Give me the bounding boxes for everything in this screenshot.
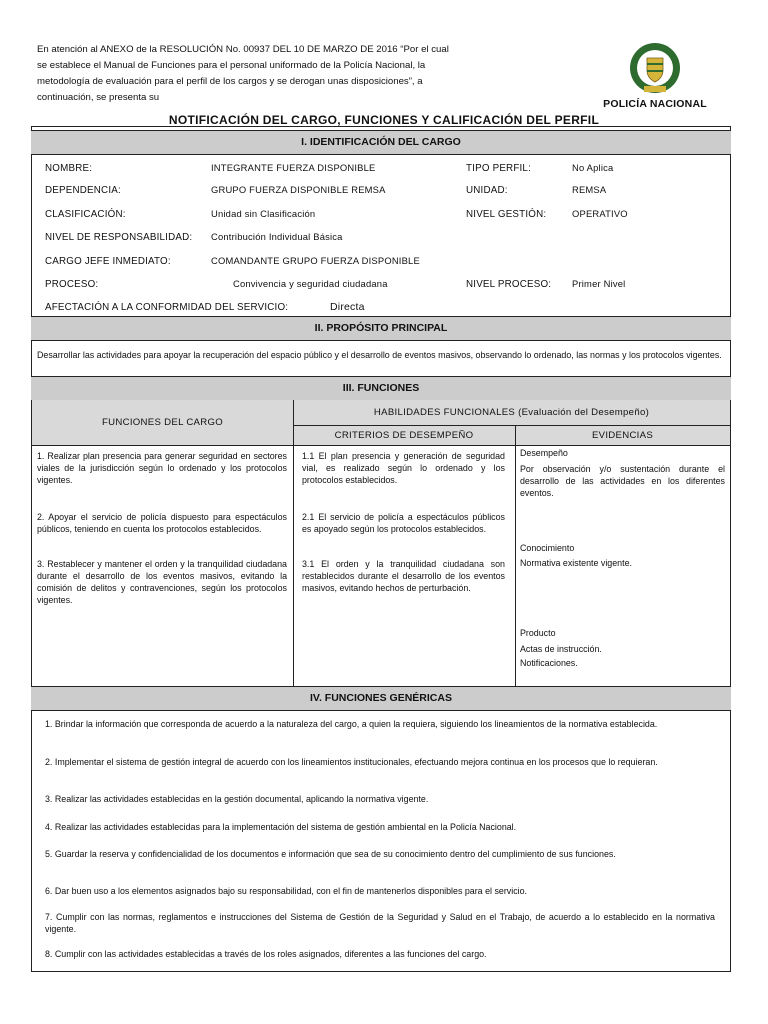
unidad-label: UNIDAD: — [466, 185, 508, 196]
evidencia-conocimiento-title: Conocimiento — [520, 543, 575, 553]
nivel-gestion-label: NIVEL GESTIÓN: — [466, 209, 547, 220]
evidencia-conocimiento-text: Normativa existente vigente. — [520, 558, 632, 568]
section-identificacion-heading: I. IDENTIFICACIÓN DEL CARGO — [31, 130, 731, 155]
logo-block — [600, 40, 710, 112]
proceso-value: Convivencia y seguridad ciudadana — [233, 278, 388, 289]
jefe-inmediato-value: COMANDANTE GRUPO FUERZA DISPONIBLE — [211, 255, 420, 266]
criterio-item: 1.1 El plan presencia y generación de seguridad vial, es realizado según lo ordenado y los protocolos establecidos. — [302, 451, 505, 485]
funcion-item: 2. Apoyar el servicio de policía dispuesto para espectáculos públicos, teniendo en cuenta los protocolos establecidos. — [37, 512, 287, 534]
criterio-item: 3.1 El orden y la tranquilidad ciudadana son restablecidos durante el desarrollo de los eventos masivos, evitando hechos de perturbación. — [302, 559, 505, 593]
nivel-proceso-value: Primer Nivel — [572, 278, 626, 289]
divider — [515, 426, 516, 686]
dependencia-label: DEPENDENCIA: — [45, 185, 121, 196]
police-shield-icon — [616, 40, 694, 96]
funcion-item: 1. Realizar plan presencia para generar seguridad en sectores viales de la jurisdicción según lo ordenado y los protocolos vigentes. — [37, 451, 287, 485]
divider — [31, 445, 731, 446]
section-genericas-heading: IV. FUNCIONES GENÉRICAS — [31, 686, 731, 711]
generica-item: 5. Guardar la reserva y confidencialidad de los documentos e información que sea de su conocimiento dentro del cumplimiento de sus funciones. — [45, 849, 616, 859]
section-proposito-heading: II. PROPÓSITO PRINCIPAL — [31, 316, 731, 341]
funciones-cargo-header: FUNCIONES DEL CARGO — [32, 400, 293, 445]
evidencia-producto-title: Producto — [520, 628, 556, 638]
generica-item: 3. Realizar las actividades establecidas en la gestión documental, aplicando la normativa vigente. — [45, 794, 429, 804]
nivel-proceso-label: NIVEL PROCESO: — [466, 279, 552, 290]
responsabilidad-label: NIVEL DE RESPONSABILIDAD: — [45, 232, 193, 243]
generica-item: 2. Implementar el sistema de gestión integral de acuerdo con los lineamientos institucionales, efectuando mejora continua en los procesos que lo requieran. — [45, 757, 658, 767]
generica-item: 6. Dar buen uso a los elementos asignados bajo su responsabilidad, con el fin de mantenerlos disponibles para el servicio. — [45, 886, 528, 896]
nivel-gestion-value: OPERATIVO — [572, 208, 628, 219]
criterio-item: 2.1 El servicio de policía a espectáculos públicos es apoyado según los protocolos establecidos. — [302, 512, 505, 534]
dependencia-value: GRUPO FUERZA DISPONIBLE REMSA — [211, 184, 386, 195]
tipo-perfil-label: TIPO PERFIL: — [466, 163, 532, 174]
evidencia-producto-item: Notificaciones. — [520, 658, 578, 668]
responsabilidad-value: Contribución Individual Básica — [211, 231, 343, 242]
intro-paragraph: En atención al ANEXO de la RESOLUCIÓN No. 00937 DEL 10 DE MARZO DE 2016 “Por el cual se establece el Manual de Funciones para el personal uniformado de la Policía Nacional, la metodología de evaluación para el perfil de los cargos y se derogan unas disposiciones”, a continuación, se presenta su — [37, 44, 449, 103]
generica-item: 1. Brindar la información que corresponda de acuerdo a la naturaleza del cargo, a quien la requiera, siguiendo los lineamientos de la normativa establecida. — [45, 719, 658, 729]
document-title: NOTIFICACIÓN DEL CARGO, FUNCIONES Y CALIFICACIÓN DEL PERFIL — [168, 113, 600, 127]
divider — [293, 400, 294, 686]
evidencia-producto-item: Actas de instrucción. — [520, 644, 602, 654]
evidencias-header: EVIDENCIAS — [515, 426, 730, 445]
generica-item: 7. Cumplir con las normas, reglamentos e instrucciones del Sistema de Gestión de la Seguridad y Salud en el Trabajo, de acuerdo a lo establecido en la normativa vigente. — [45, 912, 715, 934]
generica-item: 8. Cumplir con las actividades establecidas a través de los roles asignados, diferentes a las funciones del cargo. — [45, 949, 487, 959]
evidencia-desempeno-title: Desempeño — [520, 448, 568, 458]
section-funciones-heading: III. FUNCIONES — [31, 376, 731, 401]
tipo-perfil-value: No Aplica — [572, 162, 614, 173]
proposito-text: Desarrollar las actividades para apoyar la recuperación del espacio público y el desarrollo de eventos masivos, observando lo ordenado, las normas y los protocolos vigentes. — [37, 350, 722, 360]
jefe-inmediato-label: CARGO JEFE INMEDIATO: — [45, 256, 171, 267]
nombre-value: INTEGRANTE FUERZA DISPONIBLE — [211, 162, 376, 173]
generica-item: 4. Realizar las actividades establecidas para la implementación del sistema de gestión ambiental en la Policía Nacional. — [45, 822, 517, 832]
divider — [293, 425, 731, 426]
clasificacion-value: Unidad sin Clasificación — [211, 208, 316, 219]
funcion-item: 3. Restablecer y mantener el orden y la tranquilidad ciudadana durante el desarrollo de los eventos masivos, evitando la comisión de delitos y contravenciones, según los protocolos vigentes. — [37, 559, 287, 605]
unidad-value: REMSA — [572, 184, 607, 195]
afectacion-value: Directa — [330, 301, 365, 313]
criterios-header: CRITERIOS DE DESEMPEÑO — [293, 426, 515, 445]
clasificacion-label: CLASIFICACIÓN: — [45, 209, 126, 220]
logo-caption: POLICÍA NACIONAL — [603, 98, 707, 110]
nombre-label: NOMBRE: — [45, 163, 93, 174]
habilidades-header: HABILIDADES FUNCIONALES (Evaluación del Desempeño) — [293, 400, 730, 426]
evidencia-desempeno-text: Por observación y/o sustentación durante el desarrollo de las actividades en los diferentes eventos. — [520, 464, 725, 498]
afectacion-label: AFECTACIÓN A LA CONFORMIDAD DEL SERVICIO: — [45, 302, 289, 313]
proceso-label: PROCESO: — [45, 279, 99, 290]
